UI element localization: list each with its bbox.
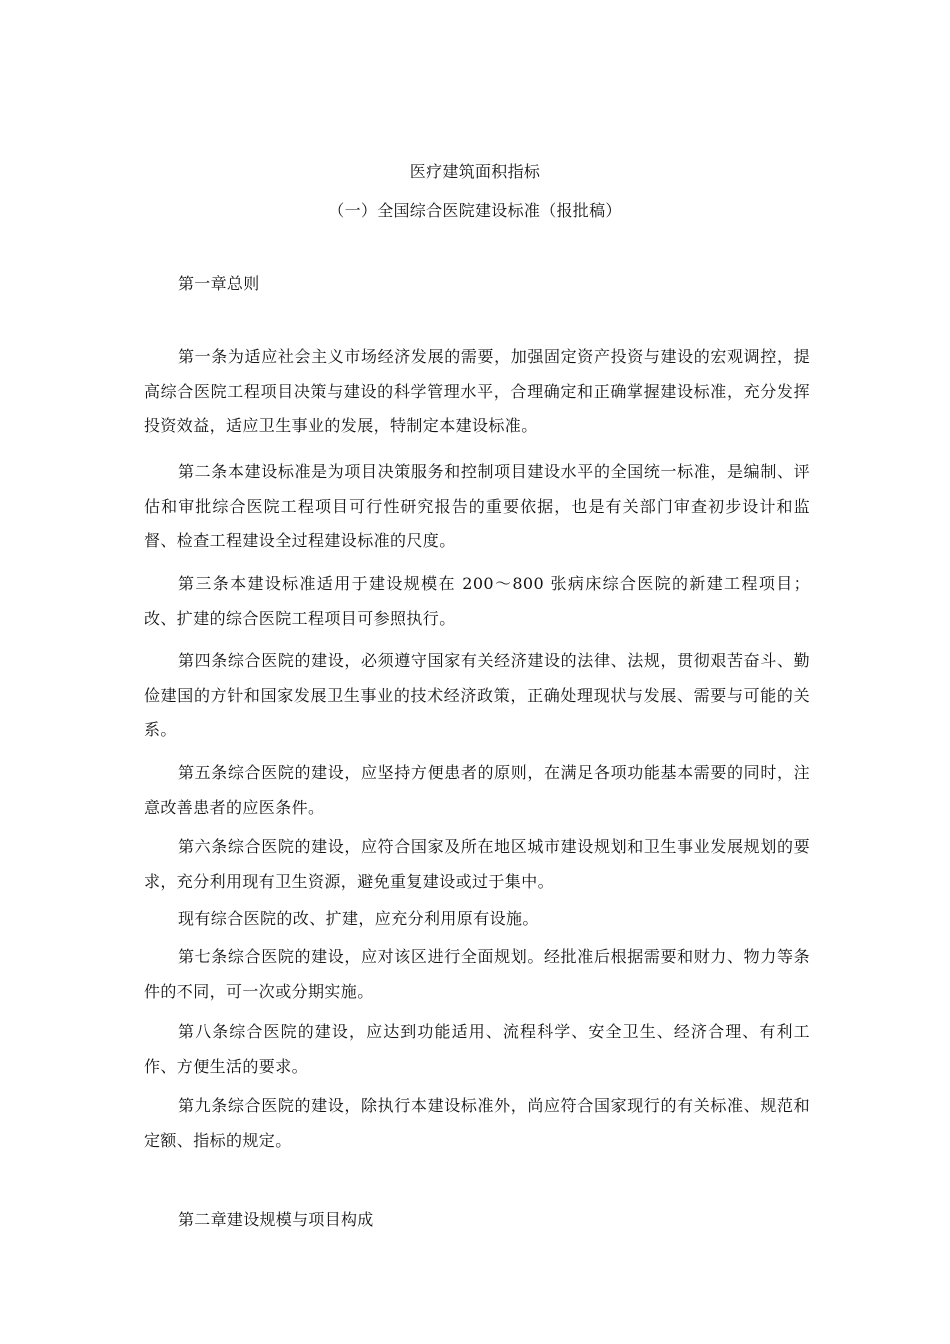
article-6: 第六条综合医院的建设，应符合国家及所在地区城市建设规划和卫生事业发展规划的要求，充分利用现有卫生资源，避免重复建设或过于集中。 — [144, 837, 810, 891]
article-5: 第五条综合医院的建设，应坚持方便患者的原则，在满足各项功能基本需要的同时，注意改善患者的应医条件。 — [144, 763, 810, 817]
article-8: 第八条综合医院的建设，应达到功能适用、流程科学、安全卫生、经济合理、有利工作、方便生活的要求。 — [144, 1022, 810, 1076]
article-4: 第四条综合医院的建设，必须遵守国家有关经济建设的法律、法规，贯彻艰苦奋斗、勤俭建国的方针和国家发展卫生事业的技术经济政策，正确处理现状与发展、需要与可能的关系。 — [144, 651, 810, 739]
article-9: 第九条综合医院的建设，除执行本建设标准外，尚应符合国家现行的有关标准、规范和定额、指标的规定。 — [144, 1096, 810, 1150]
article-7: 第七条综合医院的建设，应对该区进行全面规划。经批准后根据需要和财力、物力等条件的不同，可一次或分期实施。 — [144, 947, 810, 1001]
document-title: 医疗建筑面积指标 — [409, 162, 541, 181]
document-subtitle: （一）全国综合医院建设标准（报批稿） — [328, 201, 622, 220]
chapter-heading-1: 第一章总则 — [178, 274, 260, 293]
chapter-heading-2: 第二章建设规模与项目构成 — [178, 1210, 374, 1229]
article-3: 第三条本建设标准适用于建设规模在 200～800 张病床综合医院的新建工程项目；改、扩建的综合医院工程项目可参照执行。 — [144, 574, 810, 628]
article-6-supplement: 现有综合医院的改、扩建，应充分利用原有设施。 — [178, 909, 539, 928]
article-2: 第二条本建设标准是为项目决策服务和控制项目建设水平的全国统一标准，是编制、评估和审批综合医院工程项目可行性研究报告的重要依据，也是有关部门审查初步设计和监督、检查工程建设全过程建设标准的尺度。 — [144, 462, 810, 550]
article-1: 第一条为适应社会主义市场经济发展的需要，加强固定资产投资与建设的宏观调控，提高综合医院工程项目决策与建设的科学管理水平，合理确定和正确掌握建设标准，充分发挥投资效益，适应卫生事业的发展，特制定本建设标准。 — [144, 347, 810, 435]
